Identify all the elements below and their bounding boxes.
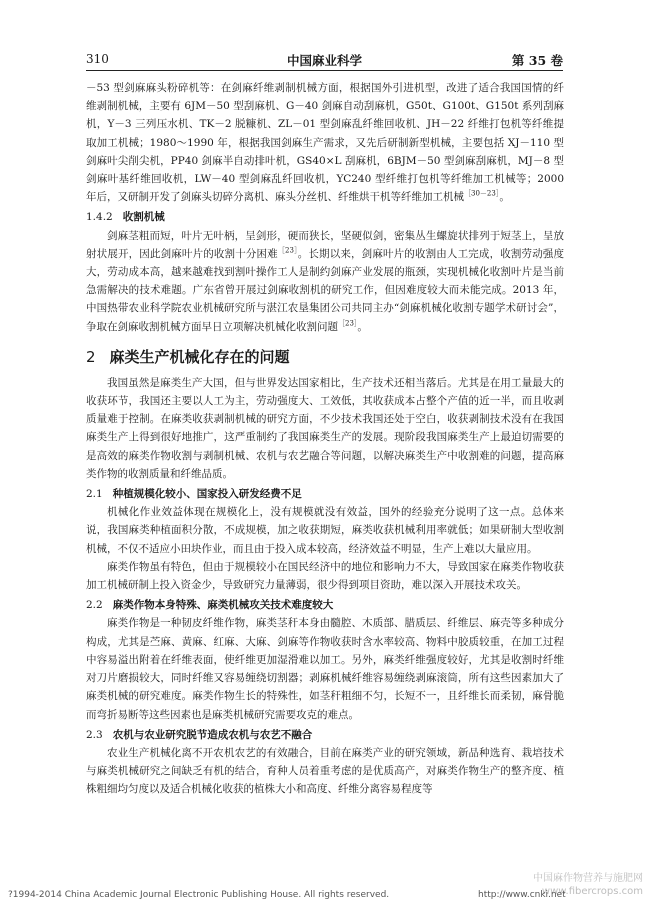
- paragraph-2: 我国虽然是麻类生产大国，但与世界发达国家相比，生产技术还相当落后。尤其是在用工量最大的收获环节，我国还主要以人工为主，劳动强度大、工效低，其收获成本占整个产值的近一半，而且收剥质量难于控制。在麻类收获剥制机械的研究方面，不少技术我国还处于空白，收获剥制技术没有在我国麻类生产上得到很好地推广，这严重制约了我国麻类生产的发展。现阶段我国麻类生产上最迫切需要的是高效的麻类作物收割与剥制机械、农机与农艺融合等问题，以解决麻类生产中收割难的问题，提高麻类作物的收割质量和纤维品质。: [86, 376, 564, 480]
- watermark-title: 中国麻作物营养与施肥网: [533, 873, 643, 884]
- subsection-heading-2-3: 2.3 农机与农业研究脱节造成农机与农艺不融合: [86, 728, 313, 741]
- subsection-heading-1-4-2: 1.4.2 收割机械: [86, 211, 165, 224]
- citation: ［23］: [338, 319, 358, 328]
- paragraph-2-1-a: 机械化作业效益体现在规模化上，没有规模就没有效益，国外的经验充分说明了这一点。总体来说，我国麻类种植面积分散，不成规模，加之收获期短，麻类收获机械利用率就低；如果研制大型收割机械，不仅不适应小田块作业，而且由于投入成本较高，经济效益不明显，生产上难以大量应用。: [86, 506, 564, 555]
- subsection-heading-2-2: 2.2 麻类作物本身特殊、麻类机械攻关技术难度较大: [86, 599, 334, 612]
- paragraph-1-4-1-tail: －53 型剑麻麻头粉碎机等：在剑麻纤维剥制机械方面，根据国外引进机型，改进了适合我国国情的纤维剥制机械，主要有 6JM－50 型刮麻机、G－40 剑麻自动刮麻机，G50t、G100t、G150t 系列刮麻机，Y－3 三列压水机、TK－2 脱糠机、ZL－01 型剑麻乱纤维回收机、JH－22 纤维打包机等纤维提取加工机械；1980～1990 年，根据我国剑麻生产需求，又先后研制新型机械，主要包括 XJ－110 型剑麻叶尖削尖机，PP40 剑麻半自动排叶机，GS40×L 刮麻机，6BJM－50 型剑麻刮麻机，MJ－8 型剑麻叶基纤维回收机，LW－40 型剑麻乱纤回收机，YC240 型纤维打包机等纤维加工机械等；2000 年后，又研制开发了剑麻头切碎分离机、麻头分丝机、纤维烘干机等纤维加工机械$^{[30-23]}$。: [86, 82, 564, 204]
- page-header: [86, 50, 563, 71]
- volume-label: 第 35 卷: [511, 53, 563, 68]
- journal-title: 中国麻业科学: [286, 53, 362, 68]
- citation: ［23］: [277, 246, 298, 255]
- paragraph-2-3: 农业生产机械化离不开农机农艺的有效融合，目前在麻类产业的研究领域，新品种选育、栽培技术与麻类机械研究之间缺乏有机的结合，育种人员着重考虑的是优质高产，对麻类作物生产的整齐度、植株粗细均匀度以及适合机械化收获的植株大小和高度、纤维分离容易程度等: [86, 746, 564, 796]
- paragraph-2-2: 麻类作物是一种韧皮纤维作物，麻类茎秆本身由髓腔、木质部、腊质层、纤维层、麻壳等多种成分构成，尤其是苎麻、黄麻、红麻、大麻、剑麻等作物收获时含水率较高、物料中胶质较重，在加工过程中容易溢出附着在纤维表面，使纤维更加湿滑难以加工。另外，麻类纤维强度较好，尤其是收割时纤维对刀片磨损较大，同时纤维又容易缠绕切割器；剥麻机械纤维容易缠绕剥麻滚筒，所有这些因素加大了麻类机械的研究难度。麻类作物生长的特殊性，如茎秆粗细不匀，长短不一，且纤维长而柔韧，麻骨脆而弯折易断等这些因素也是麻类机械研究需要攻克的难点。: [86, 617, 564, 721]
- subsection-heading-2-1: 2.1 种植规模化较小、国家投入研发经费不足: [86, 488, 302, 501]
- citation: ［30－23］: [464, 189, 500, 198]
- watermark-url: www.fibercrops.com: [541, 886, 643, 897]
- copyright-notice: ?1994-2014 China Academic Journal Electronic Publishing House. All rights reserved.: [8, 890, 390, 900]
- page-footer: [8, 886, 641, 906]
- page-number: 310: [86, 52, 109, 66]
- paragraph-1-4-2: 剑麻茎粗而短，叶片无叶柄，呈剑形，硬而狭长，坚硬似剑，密集丛生螺旋状排列于短茎上，呈放射状展开，因此剑麻叶片的收割十分困难$^{[23]}$。长期以来，剑麻叶片的收割由人工完成，收割劳动强度大，劳动成本高，越来越难找到割叶操作工人是制约剑麻产业发展的瓶颈，实现机械化收割叶片是当前急需解决的技术难题。广东省曾开展过剑麻收割机的研究工作，但因难度较大而未能完成。2013 年，中国热带农业科学院农业机械研究所与湛江农垦集团公司共同主办“剑麻机械化收割专题学术研讨会”，争取在剑麻收割机械方面早日立项解决机械化收割问题$^{[23]}$。: [86, 229, 565, 333]
- paragraph-2-1-b: 麻类作物虽有特色，但由于规模较小在国民经济中的地位和影响力不大，导致国家在麻类作物收获加工机械研制上投入资金少，导致研究力量薄弱，很少得到项目资助，难以深入开展技术攻关。: [86, 560, 564, 592]
- section-heading-2: 2 麻类生产机械化存在的问题: [86, 347, 290, 366]
- article-body: [86, 79, 564, 799]
- publisher-url[interactable]: http://www.cnki.net: [478, 890, 566, 900]
